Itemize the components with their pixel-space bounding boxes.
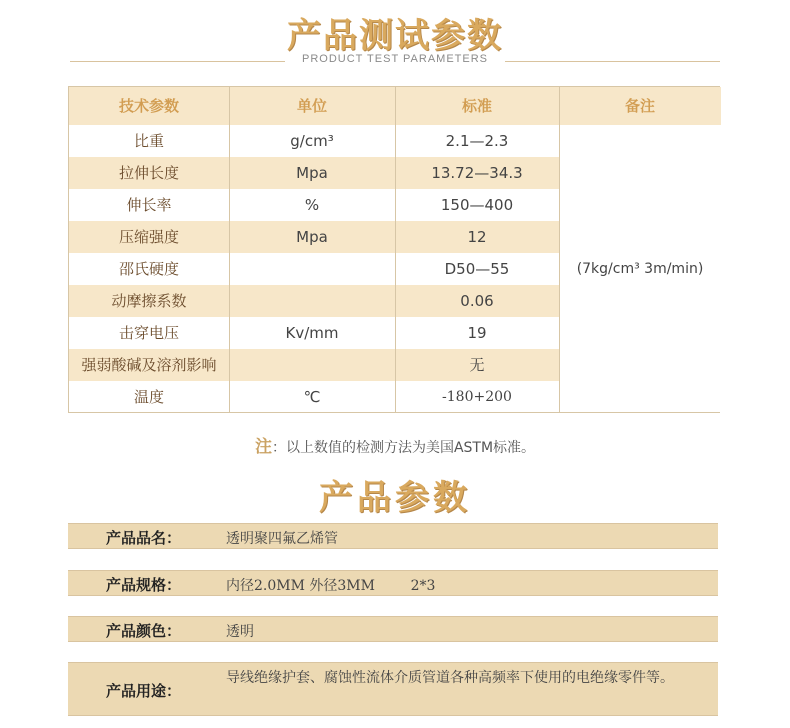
standard-cell: 150—400 [440, 196, 514, 214]
product-name-value: 透明聚四氟乙烯管 [226, 531, 338, 547]
param-cell: 击穿电压 [118, 324, 179, 342]
table-row [69, 317, 559, 349]
standard-cell: 13.72—34.3 [431, 164, 523, 182]
header-unit: 单位 [296, 97, 327, 115]
table-row [69, 253, 559, 285]
product-color-bar [68, 616, 718, 642]
standard-cell: 12 [467, 228, 487, 246]
header-remark: 备注 [624, 97, 655, 115]
test-section-title: 产品测试参数 [287, 16, 503, 56]
param-cell: 温度 [133, 388, 164, 406]
unit-cell: Kv/mm [285, 324, 339, 342]
table-row [69, 381, 559, 413]
test-parameters-table [68, 86, 720, 413]
standard-cell: 0.06 [460, 292, 494, 310]
unit-cell: Mpa [296, 228, 328, 246]
table-row [69, 349, 559, 381]
unit-cell: g/cm³ [290, 132, 334, 150]
standard-cell: 2.1—2.3 [445, 132, 509, 150]
column-divider [395, 87, 396, 412]
unit-cell: ℃ [303, 388, 321, 406]
unit-cell: Mpa [296, 164, 328, 182]
product-usage-bar [68, 662, 718, 716]
table-row [69, 189, 559, 221]
note-text: ：以上数值的检测方法为美国ASTM标准。 [271, 440, 536, 456]
unit-cell: % [304, 196, 320, 214]
remark-cell: (7kg/cm³ 3m/min) [559, 125, 721, 412]
unit-cell [229, 285, 395, 317]
param-cell: 拉伸长度 [118, 164, 179, 182]
standard-cell: D50—55 [444, 260, 510, 278]
table-row [69, 157, 559, 189]
test-section-subtitle: PRODUCT TEST PARAMETERS [302, 53, 488, 65]
param-cell: 比重 [133, 132, 164, 150]
table-row [69, 125, 559, 157]
note-label: 注 [254, 437, 272, 457]
param-cell: 动摩擦系数 [111, 292, 187, 310]
standard-cell: -180+200 [442, 389, 512, 405]
standard-cell: 19 [467, 324, 487, 342]
unit-cell [229, 349, 395, 381]
standard-cell: 无 [469, 356, 485, 374]
param-cell: 压缩强度 [118, 228, 179, 246]
product-spec-bar [68, 570, 718, 596]
table-footnote [0, 432, 790, 457]
table-row [69, 285, 559, 317]
product-name-bar [68, 523, 718, 549]
product-color-label: 产品颜色： [106, 623, 182, 640]
param-cell: 强弱酸碱及溶剂影响 [81, 356, 217, 374]
param-cell: 邵氏硬度 [118, 260, 179, 278]
product-name-label: 产品品名： [106, 530, 182, 547]
subtitle-row [70, 52, 720, 70]
header-param: 技术参数 [118, 97, 179, 115]
product-spec-value: 内径2.0MM 外径3MM 2*3 [226, 578, 436, 594]
param-cell: 伸长率 [126, 196, 172, 214]
unit-cell [229, 253, 395, 285]
product-spec-label: 产品规格： [106, 577, 182, 594]
product-usage-value: 导线绝缘护套、腐蚀性流体介质管道各种高频率下使用的电绝缘零件等。 [226, 670, 674, 686]
product-usage-label: 产品用途： [106, 683, 182, 700]
column-divider [229, 87, 230, 412]
header-standard: 标准 [461, 97, 492, 115]
subtitle-divider-right [505, 61, 720, 62]
table-row [69, 221, 559, 253]
product-section-title: 产品参数 [319, 478, 471, 518]
column-divider [559, 87, 560, 412]
product-color-value: 透明 [226, 624, 254, 640]
